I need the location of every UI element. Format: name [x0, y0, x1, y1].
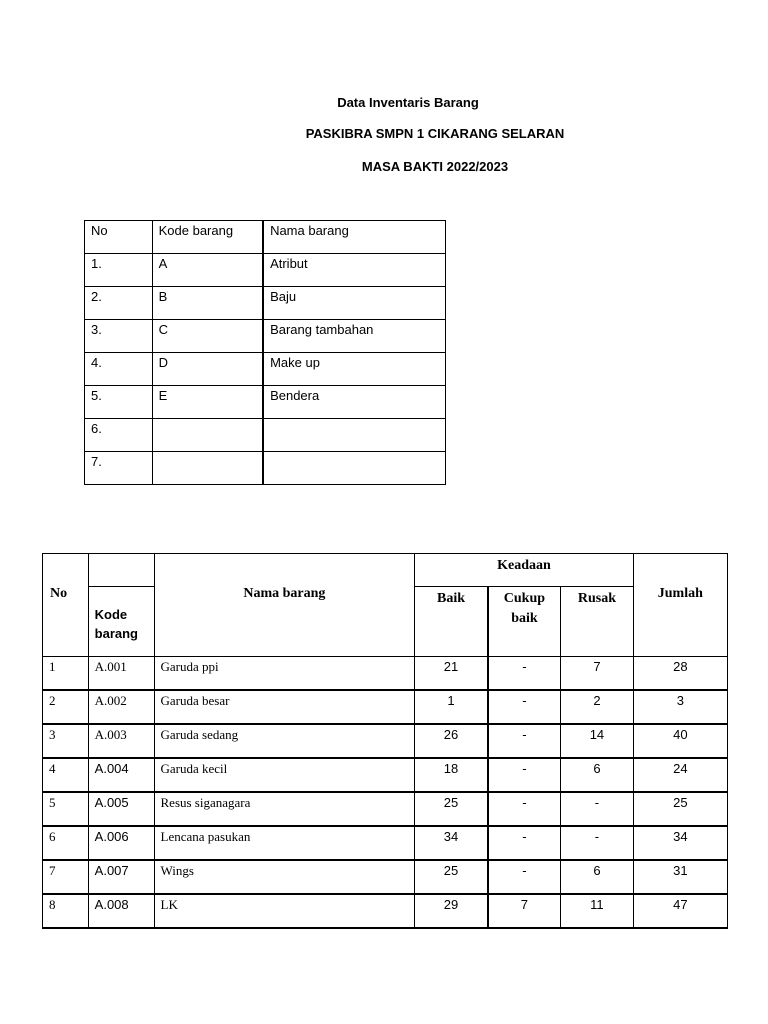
cell-nama-barang: Garuda besar — [154, 690, 415, 724]
cell-nama-barang: Garuda ppi — [154, 657, 415, 691]
item-code-table — [84, 220, 446, 485]
cell-rusak: - — [561, 826, 633, 860]
column-header-kode-barang: Kode barang — [152, 221, 263, 254]
cell-no: 1. — [85, 254, 153, 287]
table-header-row — [85, 221, 446, 254]
cell-cukup-baik: - — [488, 724, 561, 758]
cell-cukup-baik: - — [488, 826, 561, 860]
cell-kode-barang: A.007 — [88, 860, 154, 894]
table-row — [85, 419, 446, 452]
cell-rusak: 6 — [561, 758, 633, 792]
column-header-kode-top — [88, 554, 154, 587]
table-row — [85, 452, 446, 485]
cell-cukup-baik: - — [488, 792, 561, 826]
cell-kode-barang: A.008 — [88, 894, 154, 928]
table-row — [85, 353, 446, 386]
cell-nama-barang — [263, 419, 445, 452]
table-row — [43, 758, 728, 792]
table-row — [43, 657, 728, 691]
column-header-nama-barang: Nama barang — [154, 554, 415, 657]
cell-jumlah: 25 — [633, 792, 727, 826]
cell-nama-barang: Wings — [154, 860, 415, 894]
cell-no: 6 — [43, 826, 89, 860]
cell-nama-barang: Lencana pasukan — [154, 826, 415, 860]
cell-nama-barang: Baju — [263, 287, 445, 320]
cell-kode-barang: A.003 — [88, 724, 154, 758]
cell-nama-barang: Bendera — [263, 386, 445, 419]
cell-kode-barang: B — [152, 287, 263, 320]
column-header-nama-barang: Nama barang — [263, 221, 445, 254]
table-row — [43, 860, 728, 894]
column-header-jumlah: Jumlah — [633, 554, 727, 657]
cell-kode-barang: D — [152, 353, 263, 386]
cell-baik: 29 — [415, 894, 488, 928]
cell-rusak: - — [561, 792, 633, 826]
cell-cukup-baik: - — [488, 758, 561, 792]
cell-jumlah: 24 — [633, 758, 727, 792]
cell-kode-barang: A — [152, 254, 263, 287]
cell-no: 6. — [85, 419, 153, 452]
cell-baik: 26 — [415, 724, 488, 758]
table-row — [85, 254, 446, 287]
document-title: Data Inventaris Barang — [337, 95, 479, 110]
cell-nama-barang: LK — [154, 894, 415, 928]
cell-kode-barang: C — [152, 320, 263, 353]
table-row — [43, 792, 728, 826]
cell-rusak: 6 — [561, 860, 633, 894]
table-row — [85, 320, 446, 353]
cell-kode-barang: A.002 — [88, 690, 154, 724]
table-row — [43, 724, 728, 758]
cell-nama-barang — [263, 452, 445, 485]
cell-baik: 1 — [415, 690, 488, 724]
organization-title: PASKIBRA SMPN 1 CIKARANG SELARAN — [305, 126, 565, 141]
cell-no: 3 — [43, 724, 89, 758]
cell-cukup-baik: - — [488, 860, 561, 894]
cell-rusak: 2 — [561, 690, 633, 724]
cell-jumlah: 28 — [633, 657, 727, 691]
cell-nama-barang: Resus siganagara — [154, 792, 415, 826]
cell-jumlah: 47 — [633, 894, 727, 928]
cell-kode-barang: A.004 — [88, 758, 154, 792]
cell-rusak: 14 — [561, 724, 633, 758]
cell-rusak: 11 — [561, 894, 633, 928]
cell-baik: 21 — [415, 657, 488, 691]
column-header-kode-barang: Kode barang — [88, 587, 154, 657]
cell-baik: 34 — [415, 826, 488, 860]
column-header-no: No — [43, 554, 89, 657]
cell-baik: 25 — [415, 792, 488, 826]
cell-no: 4. — [85, 353, 153, 386]
cell-cukup-baik: 7 — [488, 894, 561, 928]
cell-kode-barang: A.001 — [88, 657, 154, 691]
cell-jumlah: 40 — [633, 724, 727, 758]
cell-no: 2. — [85, 287, 153, 320]
cell-kode-barang: A.006 — [88, 826, 154, 860]
cell-no: 8 — [43, 894, 89, 928]
cell-nama-barang: Barang tambahan — [263, 320, 445, 353]
column-header-baik: Baik — [415, 587, 488, 657]
cell-no: 3. — [85, 320, 153, 353]
cell-kode-barang — [152, 452, 263, 485]
cell-no: 1 — [43, 657, 89, 691]
cell-no: 7 — [43, 860, 89, 894]
cell-kode-barang: E — [152, 386, 263, 419]
cell-no: 4 — [43, 758, 89, 792]
table-row — [43, 690, 728, 724]
period-title: MASA BAKTI 2022/2023 — [361, 159, 509, 174]
cell-nama-barang: Garuda sedang — [154, 724, 415, 758]
cell-no: 7. — [85, 452, 153, 485]
column-header-rusak: Rusak — [561, 587, 633, 657]
cell-nama-barang: Make up — [263, 353, 445, 386]
cell-no: 2 — [43, 690, 89, 724]
cell-jumlah: 34 — [633, 826, 727, 860]
cell-cukup-baik: - — [488, 657, 561, 691]
cell-no: 5. — [85, 386, 153, 419]
cell-nama-barang: Garuda kecil — [154, 758, 415, 792]
table-row — [85, 287, 446, 320]
cell-kode-barang — [152, 419, 263, 452]
cell-cukup-baik: - — [488, 690, 561, 724]
inventory-table — [42, 553, 728, 929]
cell-nama-barang: Atribut — [263, 254, 445, 287]
cell-jumlah: 3 — [633, 690, 727, 724]
cell-kode-barang: A.005 — [88, 792, 154, 826]
cell-no: 5 — [43, 792, 89, 826]
column-header-cukup-baik: Cukup baik — [488, 587, 561, 657]
table-row — [43, 826, 728, 860]
column-header-keadaan: Keadaan — [415, 554, 633, 587]
cell-baik: 25 — [415, 860, 488, 894]
cell-jumlah: 31 — [633, 860, 727, 894]
table-row — [43, 894, 728, 928]
column-header-no: No — [85, 221, 153, 254]
table-row — [85, 386, 446, 419]
cell-rusak: 7 — [561, 657, 633, 691]
table-header-row — [43, 554, 728, 587]
cell-baik: 18 — [415, 758, 488, 792]
